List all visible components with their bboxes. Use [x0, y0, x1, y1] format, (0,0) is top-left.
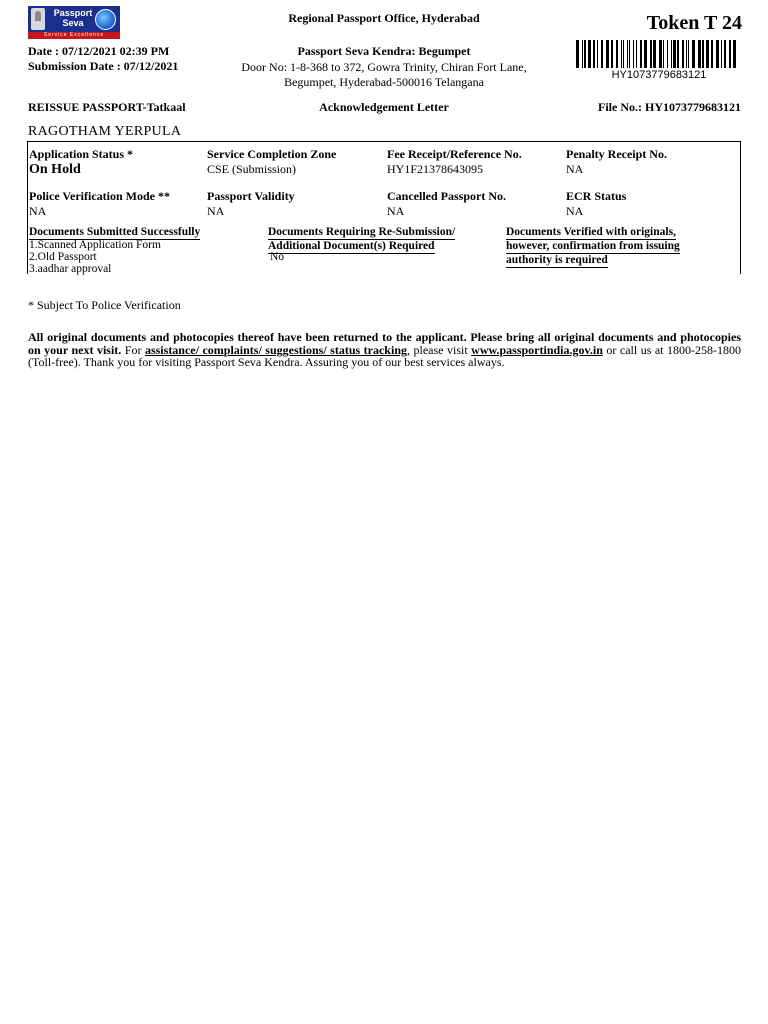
national-emblem-icon	[31, 8, 45, 30]
footer-tail-text: or call us at 1800-258-1800 (Toll-free). Thank you for visiting Passport Seva Kendra. Assuring you of our best services always.	[28, 342, 742, 369]
footer-mid-text: , please visit	[407, 342, 472, 357]
fee-receipt-value: HY1F21378643095	[387, 162, 484, 176]
logo-tagline: Service Excellence	[28, 32, 120, 39]
footer-bold-text: All original documents and photocopies thereof have been returned to the applicant. Please bring all original documents and photocopies on your next visit.	[28, 330, 741, 357]
docs-verified-line2: however, confirmation from issuing	[506, 240, 680, 252]
penalty-receipt-label: Penalty Receipt No.	[566, 147, 667, 161]
address-line1: Door No: 1-8-368 to 372, Gowra Trinity, Chiran Fort Lane,	[241, 60, 527, 74]
police-verification-value: NA	[29, 204, 47, 218]
fee-receipt-label: Fee Receipt/Reference No.	[387, 147, 522, 161]
barcode-text: HY1073779683121	[611, 69, 707, 81]
letter-title: Acknowledgement Letter	[319, 100, 449, 114]
cancelled-passport-label: Cancelled Passport No.	[387, 189, 506, 203]
logo-banner	[28, 6, 120, 32]
barcode-bar	[736, 40, 739, 68]
logo-line2: Seva	[62, 18, 84, 28]
docs-resubmission-heading	[268, 226, 455, 254]
docs-resubmission-line1: Documents Requiring Re-Submission/	[268, 226, 456, 238]
office-title: Regional Passport Office, Hyderabad	[288, 11, 480, 25]
passport-validity-value: NA	[207, 204, 225, 218]
assistance-link[interactable]: assistance/ complaints/ suggestions/ status tracking	[144, 342, 407, 357]
address-line2: Begumpet, Hyderabad-500016 Telangana	[284, 75, 484, 89]
application-status-value: On Hold	[29, 162, 81, 177]
docs-submitted-item-1: 1.Scanned Application Form	[29, 239, 161, 251]
logo-text	[50, 8, 96, 28]
seva-kendra-name: Passport Seva Kendra: Begumpet	[297, 44, 471, 58]
passport-seva-logo	[28, 6, 120, 38]
passport-validity-label: Passport Validity	[207, 189, 295, 203]
globe-icon	[95, 9, 116, 30]
token-number: Token T 24	[646, 12, 742, 34]
date-text: Date : 07/12/2021 02:39 PM	[28, 44, 170, 58]
footer-for-text: For	[121, 342, 145, 357]
applicant-name: RAGOTHAM YERPULA	[28, 124, 182, 139]
service-zone-value: CSE (Submission)	[207, 162, 297, 176]
docs-verified-line3: authority is required	[506, 254, 608, 266]
footer-paragraph	[28, 331, 741, 369]
barcode	[576, 40, 742, 68]
service-type: REISSUE PASSPORT-Tatkaal	[28, 100, 186, 114]
docs-submitted-heading-text: Documents Submitted Successfully	[29, 226, 201, 238]
docs-submitted-item-3: 3.aadhar approval	[29, 263, 112, 275]
docs-verified-line1: Documents Verified with originals,	[506, 226, 676, 238]
website-link[interactable]: www.passportindia.gov.in	[471, 342, 603, 357]
police-verification-note: * Subject To Police Verification	[28, 298, 181, 312]
ecr-status-label: ECR Status	[566, 189, 627, 203]
docs-resubmission-value: No	[270, 251, 285, 263]
submission-date: Submission Date : 07/12/2021	[28, 59, 179, 73]
docs-submitted-item-2: 2.Old Passport	[29, 251, 97, 263]
service-zone-label: Service Completion Zone	[207, 147, 337, 161]
docs-verified-heading	[506, 226, 680, 268]
cancelled-passport-value: NA	[387, 204, 405, 218]
police-verification-label: Police Verification Mode **	[29, 189, 170, 203]
logo-line1: Passport	[53, 8, 93, 18]
docs-submitted-heading	[29, 226, 200, 240]
penalty-receipt-value: NA	[566, 162, 584, 176]
ecr-status-value: NA	[566, 204, 584, 218]
application-status-label: Application Status *	[29, 147, 134, 161]
file-number: File No.: HY1073779683121	[598, 100, 741, 114]
docs-resubmission-line2: Additional Document(s) Required	[268, 240, 435, 252]
